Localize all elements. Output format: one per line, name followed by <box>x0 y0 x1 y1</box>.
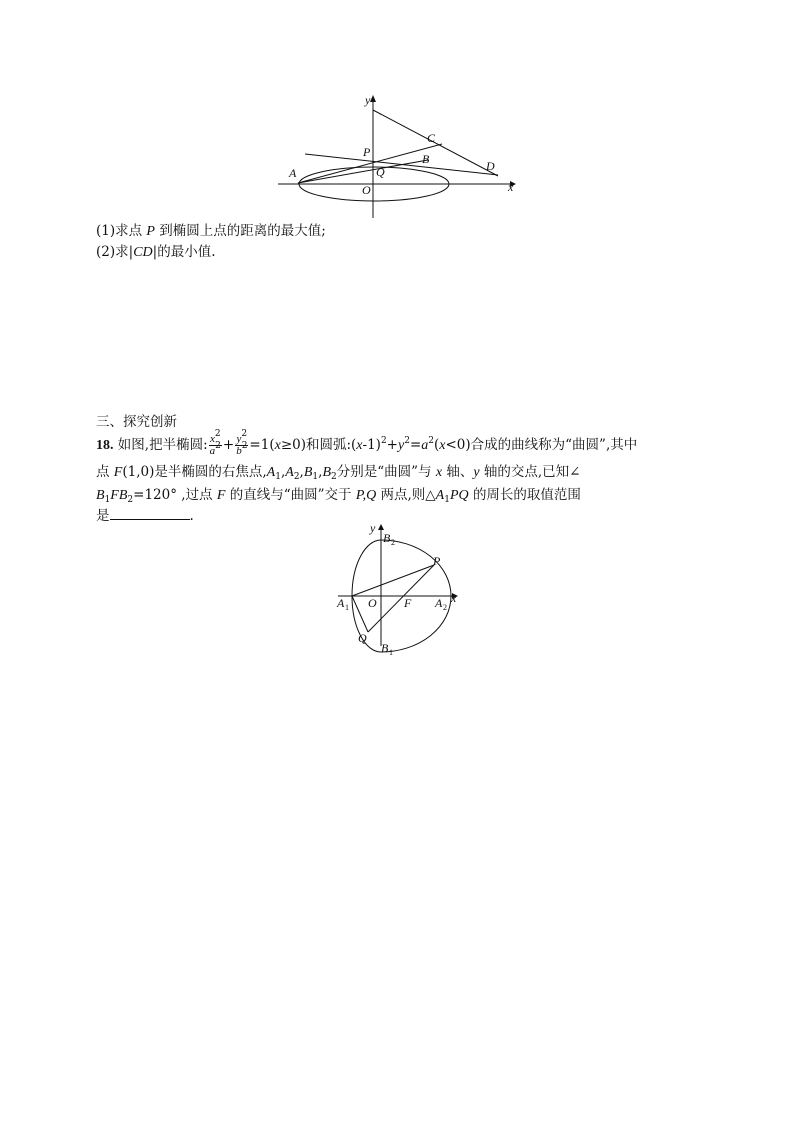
q18-l2-A1: A <box>266 465 276 480</box>
segment-PQ <box>368 565 434 632</box>
label-x: x <box>508 180 514 194</box>
q2-var-CD: CD <box>133 245 153 260</box>
q18-l1-a: a <box>421 438 429 453</box>
label-x: x <box>451 591 457 605</box>
q18-plus: + <box>222 437 235 453</box>
figure-ellipse <box>270 90 530 225</box>
q18-line-4 <box>96 507 194 525</box>
label-B: B <box>422 152 430 166</box>
q18-l1-x2: x <box>356 438 363 453</box>
label-C: C <box>427 131 436 145</box>
q18-l2-y: y <box>473 465 480 480</box>
q18-l3-B1: B <box>96 488 105 503</box>
q1-text-b: 到椭圆上点的距离的最大值; <box>159 223 326 239</box>
q18-l3-text-a: =120° ,过点 <box>133 487 213 503</box>
q2-text-b: |的最小值. <box>152 244 216 260</box>
fraction-y2-b2: $\frac{y^2}{b^2}$ <box>236 429 248 457</box>
label-P: P <box>433 554 441 568</box>
q18-l2-F: F <box>113 465 123 480</box>
q1-var-P: P <box>146 224 155 239</box>
q18-l3-PQ: P,Q <box>355 488 377 503</box>
label-B2-sub: 2 <box>391 538 395 547</box>
frac2-den: b <box>236 445 242 457</box>
q1-text-a: 求点 <box>115 223 143 239</box>
q18-l2-text-c: , <box>280 464 286 480</box>
q18-l3-text-c: 两点,则△ <box>380 487 436 503</box>
q18-l4-end: . <box>189 508 194 524</box>
line-AB <box>298 160 428 183</box>
segment-A1P <box>352 565 434 596</box>
label-B2: B <box>383 531 391 545</box>
q18-number: 18. <box>96 438 114 453</box>
frac1-num: x <box>209 433 215 445</box>
label-A: A <box>289 166 297 180</box>
fraction-x2-a2: $\frac{x^2}{a^2}$ <box>209 429 221 457</box>
q18-l1-text-h: <0)合成的曲线称为“曲圆”,其中 <box>445 437 638 453</box>
q2-number: (2) <box>96 244 116 260</box>
answer-blank[interactable] <box>110 507 190 520</box>
q18-line-2: 点 F(1,0)是半椭圆的右焦点$,A_1,A_2,B_1,B_2$分别是“曲圆”与 x 轴、y 轴的交点,已知∠ <box>96 464 581 482</box>
q18-l4-text-a: 是 <box>96 508 110 524</box>
y-axis-arrow <box>378 524 384 530</box>
label-y: y <box>365 93 371 107</box>
q18-line-3: $B_1FB_2=120^\circ$ ,过点 F 的直线与“曲圆”交于 P,Q 两点,则$\triangle A_1PQ$ 的周长的取值范围 <box>96 487 581 505</box>
label-A2-sub: 2 <box>443 603 447 612</box>
frac2-num: y <box>236 433 242 445</box>
q18-l2-x: x <box>435 465 443 480</box>
label-B1-sub: 1 <box>389 648 393 657</box>
label-O: O <box>362 183 371 197</box>
q18-l2-text-g: 轴、 <box>446 464 474 480</box>
q18-l2-text-a: 点 <box>96 464 110 480</box>
label-Q: Q <box>358 631 367 645</box>
q18-l2-text-h: 轴的交点,已知∠ <box>483 464 581 480</box>
q18-l3-PQ2: PQ <box>449 488 469 503</box>
section-heading: 三、探究创新 <box>96 414 177 430</box>
q2-text-a: 求| <box>115 244 134 260</box>
figure-ellipse-svg <box>270 90 530 225</box>
q18-line-1: 18. 如图,把半椭圆: $\frac{x^2}{a^2}$ + $\frac{y^2}{b^2}$ =1(x≥0)和圆弧$:(x-1)^2+y^2=a^2(x<0)$合成的曲线称为“曲圆”,其中 <box>96 429 638 457</box>
q18-l1-text-d: -1) <box>362 437 381 453</box>
q18-l2-text-d: , <box>299 464 304 480</box>
frac1-den: a <box>209 445 216 457</box>
q18-l3-A1: A <box>435 488 445 503</box>
q1-number: (1) <box>96 223 116 239</box>
label-D: D <box>486 159 495 173</box>
q18-l2-B2: B <box>322 465 331 480</box>
figure-curve-circle-svg <box>330 518 465 658</box>
label-A1: A <box>337 596 345 610</box>
q18-l1-text-a: 如图,把半椭圆: <box>117 437 208 453</box>
q18-l2-text-e: , <box>318 464 323 480</box>
q18-l2-B1: B <box>303 465 313 480</box>
q18-l2-A2: A <box>285 465 294 480</box>
label-P: P <box>363 145 371 159</box>
figure-curve-circle <box>330 518 465 658</box>
sub-question-1 <box>96 222 326 241</box>
label-y: y <box>370 521 376 535</box>
segment-A1Q <box>352 596 368 632</box>
q18-l1-x1: x <box>274 438 281 453</box>
label-Q: Q <box>376 165 385 179</box>
q18-l1-y: y <box>397 438 405 453</box>
sub-question-2 <box>96 243 215 262</box>
q18-l3-FB: FB <box>110 488 128 503</box>
label-A2: A <box>435 596 443 610</box>
q18-l1-x3: x <box>439 438 446 453</box>
q18-l3-text-d: 的周长的取值范围 <box>472 487 581 503</box>
q18-l3-text-b: 的直线与“曲圆”交于 <box>229 487 352 503</box>
q18-l1-text-e: + <box>386 437 398 453</box>
label-B1: B <box>381 641 389 655</box>
y-axis-arrow <box>370 95 376 102</box>
q18-l1-text-c: ≥0)和圆弧:( <box>280 437 357 453</box>
label-O: O <box>368 596 377 610</box>
q18-l1-text-g: ( <box>433 437 440 453</box>
q18-l2-text-b: (1,0)是半椭圆的右焦点, <box>122 464 267 480</box>
label-A1-sub: 1 <box>345 603 349 612</box>
q18-l3-F: F <box>216 488 226 503</box>
q18-l1-text-f: = <box>409 437 422 453</box>
q18-l2-text-f: 分别是“曲圆”与 <box>336 464 432 480</box>
label-F: F <box>404 596 412 610</box>
q18-l1-text-b: =1( <box>249 437 275 453</box>
